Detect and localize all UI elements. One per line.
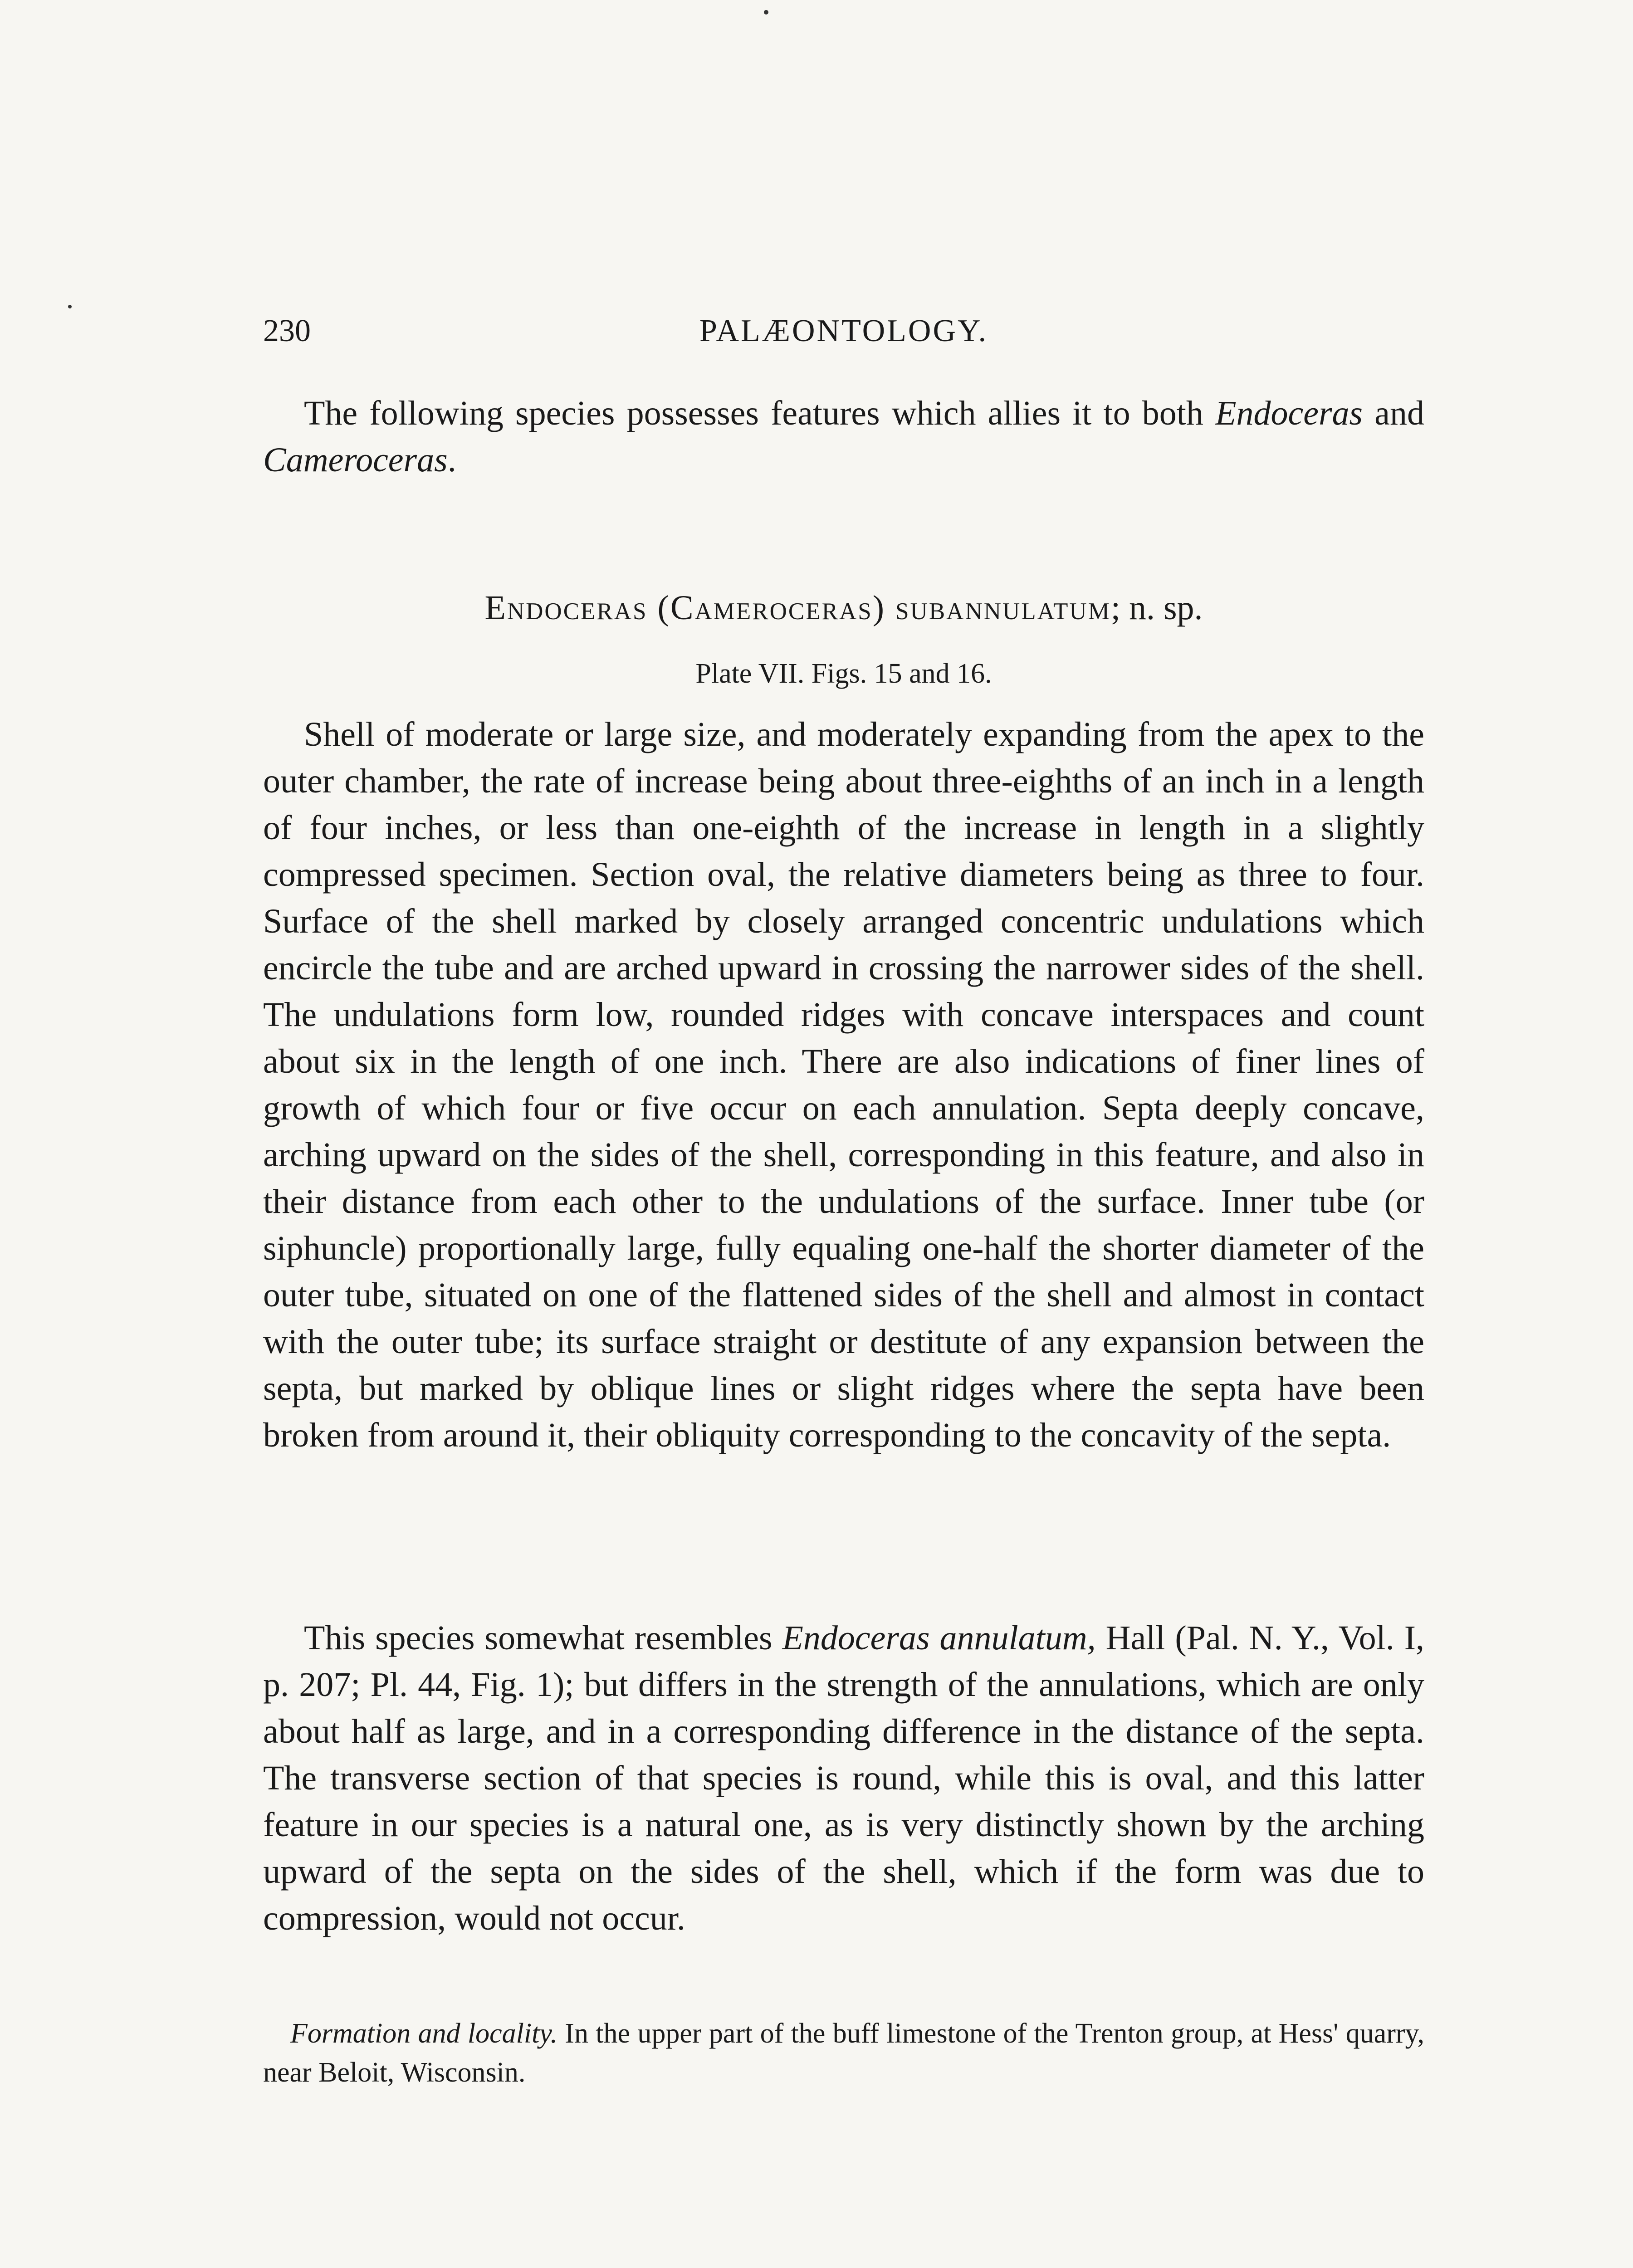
compared-species-name: Endoceras annulatum, <box>782 1619 1096 1657</box>
locality-label: Formation and locality. <box>290 2018 557 2049</box>
plate-reference: Plate VII. Figs. 15 and 16. <box>695 658 992 689</box>
print-speck <box>68 305 72 308</box>
intro-text-between: and <box>1363 394 1425 432</box>
page-number: 230 <box>263 313 311 348</box>
locality-text: In the upper part of the buff limestone of the Trenton group, at Hess' quarry, near Beloit, Wisconsin. <box>263 2018 1425 2088</box>
locality-paragraph <box>263 2014 1424 2092</box>
comparison-text-after: Hall (Pal. N. Y., Vol. I, p. 207; Pl. 44, Fig. 1); but differs in the strength of the annulations, which are only about half as large, and in a corresponding difference in the distance of the septa. The transverse section of that species is round, while this is oval, and this latter feature in our species is a natural one, as is very distinctly shown by the arching upward of the septa on the sides of the shell, which if the form was due to compression, would not occur. <box>263 1619 1424 1937</box>
running-head <box>263 308 1424 354</box>
description-paragraph: Shell of moderate or large size, and moderately expanding from the apex to the outer chamber, the rate of increase being about three-eighths of an inch in a length of four inches, or less than one-eighth of the increase in length in a slightly compressed specimen. Section oval, the relative diameters being as three to four. Surface of the shell marked by closely arranged concentric undulations which encircle the tube and are arched upward in crossing the narrower sides of the shell. The undulations form low, rounded ridges with concave interspaces and count about six in the length of one inch. There are also indications of finer lines of growth of which four or five occur on each annulation. Septa deeply concave, arching upward on the sides of the shell, corresponding in this feature, and also in their distance from each other to the undulations of the surface. Inner tube (or siphuncle) proportionally large, fully equaling one-half the shorter diameter of the outer tube, situated on one of the flattened sides of the shell and almost in contact with the outer tube; its surface straight or destitute of any expansion between the septa, but marked by oblique lines or slight ridges where the septa have been broken from around it, their obliquity corresponding to the concavity of the septa. <box>263 715 1424 1454</box>
running-title: PALÆONTOLOGY. <box>699 313 988 348</box>
comparison-paragraph <box>263 1615 1424 1942</box>
genus-cameroceras: Cameroceras <box>263 441 448 479</box>
species-heading <box>263 583 1424 633</box>
species-name: Endoceras (Cameroceras) subannulatum <box>484 589 1111 627</box>
genus-endoceras: Endoceras <box>1215 394 1363 432</box>
print-speck <box>764 10 768 15</box>
intro-paragraph <box>263 390 1424 484</box>
comparison-text-before: This species somewhat resembles <box>304 1619 782 1657</box>
intro-text-before: The following species possesses features which allies it to both <box>304 394 1216 432</box>
species-suffix: ; n. sp. <box>1110 589 1203 627</box>
intro-text-after: . <box>447 441 456 479</box>
